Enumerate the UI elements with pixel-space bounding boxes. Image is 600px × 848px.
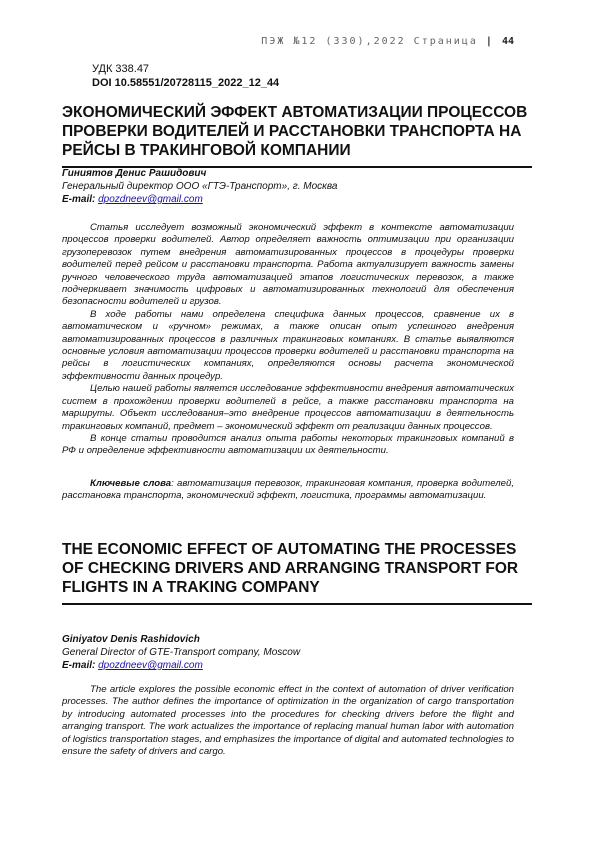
keywords-label: Ключевые слова — [90, 478, 172, 489]
doi: DOI 10.58551/20728115_2022_12_44 — [92, 77, 280, 89]
abstract-ru-paragraph: В ходе работы нами определена специфика данных процессов, сравнение их в автоматическом и «ручном» режимах, а также описан опыт успешного внедрения автоматизированных процессов в различных тракинговых компаниях. В статье выявляются основные условия автоматизации процессов проверки водителей и расстановки транспорта на рейсы в логистических компаниях, определяются основы расчета экономической эффективности данных процедур. — [62, 308, 514, 382]
running-header — [90, 36, 514, 47]
author-position-ru: Генеральный директор ООО «ГТЭ-Транспорт», г. Москва — [62, 181, 338, 192]
author-position-en: General Director of GTE-Transport company, Moscow — [62, 647, 301, 658]
abstract-ru — [62, 222, 514, 458]
keywords-ru — [62, 478, 514, 503]
abstract-en-paragraph: The article explores the possible economic effect in the context of automation of driver verification processes. The author defines the importance of optimization in the organization of cargo transportation by introducing automated processes into the procedures for checking drivers before the flight and arranging transport. The work actualizes the importance of replacing manual human labor with automation of logistics transportation stages, and emphasizes the importance of digital and automated technologies to ensure the safety of drivers and cargo. — [62, 684, 514, 758]
email-label-en: E-mail: — [62, 660, 96, 671]
author-name-en: Giniyatov Denis Rashidovich — [62, 634, 200, 645]
abstract-ru-paragraph: Целью нашей работы является исследование эффективности внедрения автоматических систем в прохождении проверки водителей в рейсе, а также расстановки транспорта на маршруты. Объект исследования–это внедрение процессов автоматизации в деятельность тракинговых компаний, предмет – экономический эффект от реализации данных процессов. — [62, 383, 514, 432]
journal-issue: ПЭЖ №12 (330),2022 Страница — [261, 36, 478, 47]
email-link-en[interactable]: dpozdneev@gmail.com — [98, 660, 203, 671]
abstract-en — [62, 684, 514, 758]
page-number: 44 — [501, 36, 514, 47]
abstract-ru-paragraph: Статья исследует возможный экономический эффект в контексте автоматизации процессов проверки водителей. Автор определяет важность оптимизации при организации грузоперевозок путем внедрения автоматизированных процессов в процедуры проверки водителей перед рейсом и расстановки транспорта. Работа актуализирует важность замены ручного человеческого труда автоматизацией этапов логистических перевозок, а также подчеркивает значимость цифровых и автоматизированных технологий для обеспечения безопасности водителей и грузов. — [62, 222, 514, 308]
keywords-list: : автоматизация перевозок, тракинговая компания, проверка водителей, расстановка транспорта, экономический эффект, логистика, программы автоматизации. — [62, 478, 514, 502]
article-title-ru: ЭКОНОМИЧЕСКИЙ ЭФФЕКТ АВТОМАТИЗАЦИИ ПРОЦЕССОВ ПРОВЕРКИ ВОДИТЕЛЕЙ И РАССТАНОВКИ ТРАНСПОРТА НА РЕЙСЫ В ТРАКИНГОВОЙ КОМПАНИИ — [62, 103, 532, 168]
header-separator: | — [485, 36, 494, 47]
email-label-ru: E-mail: — [62, 194, 96, 205]
author-name-ru: Гиниятов Денис Рашидович — [62, 168, 207, 179]
author-block-en — [62, 633, 300, 672]
email-link-ru[interactable]: dpozdneev@gmail.com — [98, 194, 203, 205]
article-title-en: THE ECONOMIC EFFECT OF AUTOMATING THE PROCESSES OF CHECKING DRIVERS AND ARRANGING TRANSPORT FOR FLIGHTS IN A TRAKING COMPANY — [62, 540, 532, 605]
udk-code: УДК 338.47 — [92, 63, 150, 75]
abstract-ru-paragraph: В конце статьи проводится анализ опыта работы некоторых тракинговых компаний в РФ и определение эффективности автоматизации их деятельности. — [62, 432, 514, 457]
author-block-ru — [62, 167, 337, 206]
